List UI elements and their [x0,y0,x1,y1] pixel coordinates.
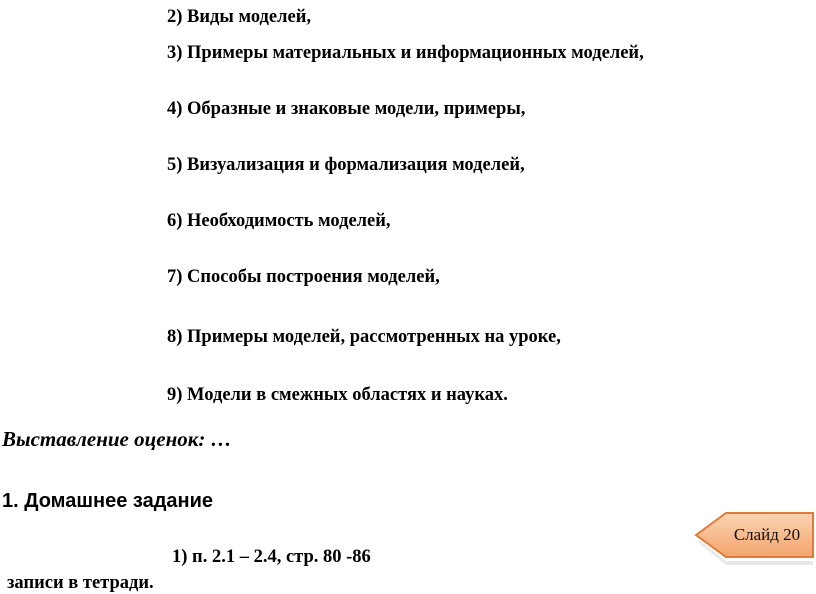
homework-note: записи в тетради. [7,573,154,593]
outline-item-8: 8) Примеры моделей, рассмотренных на уроке, [167,327,561,347]
outline-item-3: 3) Примеры материальных и информационных моделей, [167,43,644,63]
grading-heading: Выставление оценок: … [2,427,232,451]
homework-title: 1. Домашнее задание [2,490,214,512]
outline-item-7: 7) Способы построения моделей, [167,267,440,287]
outline-item-2: 2) Виды моделей, [167,7,311,27]
homework-item: 1) п. 2.1 – 2.4, стр. 80 -86 [172,547,371,567]
outline-item-5: 5) Визуализация и формализация моделей, [167,155,525,175]
slide-20-button[interactable] [693,512,816,570]
slide-button-label: Слайд 20 [733,525,801,544]
outline-item-9: 9) Модели в смежных областях и науках. [167,385,508,405]
outline-item-4: 4) Образные и знаковые модели, примеры, [167,99,526,119]
outline-item-6: 6) Необходимость моделей, [167,211,391,231]
